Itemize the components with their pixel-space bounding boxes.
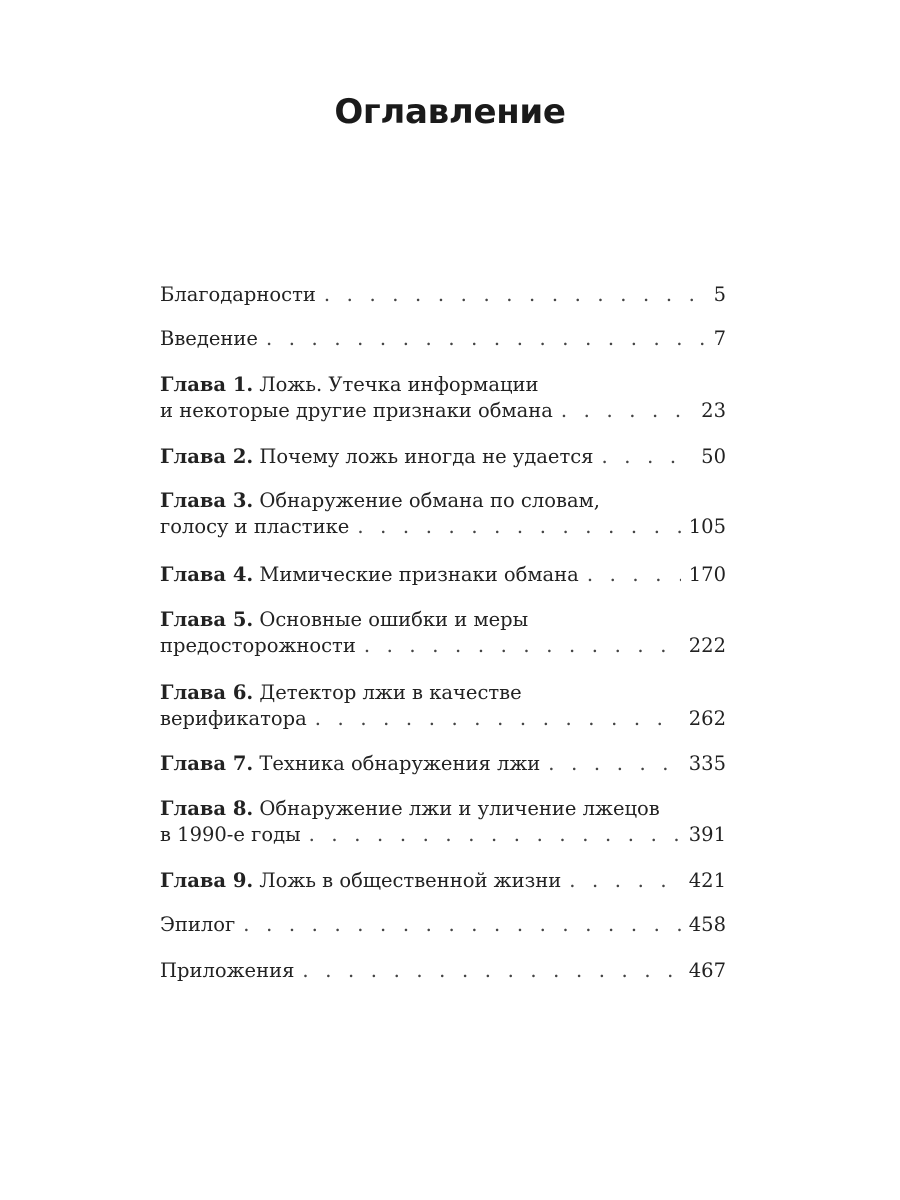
dot-leader bbox=[601, 444, 693, 470]
toc-entry-label bbox=[160, 398, 553, 424]
toc-entry-label bbox=[160, 373, 538, 396]
toc-entry-label bbox=[160, 282, 316, 308]
toc-entry-last-line bbox=[160, 751, 726, 777]
toc-entry-label bbox=[160, 681, 522, 704]
toc-entry-last-line bbox=[160, 868, 726, 894]
toc-entry bbox=[160, 958, 726, 984]
toc-entry-label bbox=[160, 633, 356, 659]
toc-entry-text: Введение bbox=[160, 327, 258, 350]
toc-entry-text: Ложь в общественной жизни bbox=[259, 869, 562, 892]
dot-leader bbox=[309, 822, 681, 848]
page-number: 458 bbox=[688, 913, 726, 936]
chapter-number: Глава 5. bbox=[160, 608, 254, 631]
toc-entry-last-line bbox=[160, 398, 726, 424]
toc-entry-text: и некоторые другие признаки обмана bbox=[160, 399, 553, 422]
chapter-number: Глава 2. bbox=[160, 445, 254, 468]
dot-leader bbox=[324, 282, 706, 308]
toc-entry-line bbox=[160, 680, 726, 706]
page-number: 262 bbox=[688, 707, 726, 730]
toc-entry bbox=[160, 751, 726, 777]
toc-entry bbox=[160, 607, 726, 659]
toc-entry-last-line bbox=[160, 326, 726, 352]
page-number: 5 bbox=[713, 283, 726, 306]
chapter-number: Глава 6. bbox=[160, 681, 254, 704]
toc-entry-label bbox=[160, 706, 307, 732]
dot-leader bbox=[587, 562, 681, 588]
toc-entry-last-line bbox=[160, 958, 726, 984]
toc-entry-label bbox=[160, 326, 258, 352]
toc-entry-label bbox=[160, 751, 540, 777]
page-number: 23 bbox=[701, 399, 726, 422]
dot-leader bbox=[548, 751, 680, 777]
page-number: 335 bbox=[688, 752, 726, 775]
toc-entry-label bbox=[160, 912, 235, 938]
page-number: 421 bbox=[688, 869, 726, 892]
toc-entry-last-line bbox=[160, 706, 726, 732]
toc-entry bbox=[160, 912, 726, 938]
chapter-number: Глава 9. bbox=[160, 869, 254, 892]
dot-leader bbox=[357, 514, 680, 540]
dot-leader bbox=[561, 398, 693, 424]
page-title: Оглавление bbox=[334, 92, 566, 132]
toc-entry bbox=[160, 796, 726, 848]
toc-entry-text: предосторожности bbox=[160, 634, 356, 657]
toc-entry-last-line bbox=[160, 514, 726, 540]
page-number: 105 bbox=[688, 515, 726, 538]
toc-entry-last-line bbox=[160, 282, 726, 308]
toc-entry-text: Эпилог bbox=[160, 913, 236, 936]
toc-entry bbox=[160, 562, 726, 588]
toc-entry-label bbox=[160, 868, 561, 894]
toc-entry bbox=[160, 680, 726, 732]
page-number: 391 bbox=[688, 823, 726, 846]
toc-entry-label bbox=[160, 822, 301, 848]
toc-entry-text: Приложения bbox=[160, 959, 295, 982]
toc-entry-label bbox=[160, 489, 600, 512]
toc-entry-text: голосу и пластике bbox=[160, 515, 350, 538]
toc-entry-line bbox=[160, 372, 726, 398]
toc-entry-text: верификатора bbox=[160, 707, 307, 730]
toc-entry-last-line bbox=[160, 562, 726, 588]
chapter-number: Глава 3. bbox=[160, 489, 254, 512]
dot-leader bbox=[364, 633, 681, 659]
toc-entry bbox=[160, 868, 726, 894]
page-number: 467 bbox=[688, 959, 726, 982]
chapter-number: Глава 8. bbox=[160, 797, 254, 820]
toc-entry-label bbox=[160, 797, 660, 820]
dot-leader bbox=[266, 326, 706, 352]
toc-entry bbox=[160, 444, 726, 470]
toc-entry-text: Техника обнаружения лжи bbox=[259, 752, 541, 775]
chapter-number: Глава 7. bbox=[160, 752, 254, 775]
toc-entry bbox=[160, 326, 726, 352]
toc-entry-label bbox=[160, 444, 593, 470]
dot-leader bbox=[243, 912, 681, 938]
toc-entry-text: Благодарности bbox=[160, 283, 316, 306]
chapter-number: Глава 4. bbox=[160, 563, 254, 586]
toc-entry-line bbox=[160, 796, 726, 822]
toc-entry-text: Мимические признаки обмана bbox=[259, 563, 579, 586]
toc-entry-label bbox=[160, 608, 528, 631]
toc-entry-line bbox=[160, 488, 726, 514]
dot-leader bbox=[569, 868, 681, 894]
page-number: 7 bbox=[713, 327, 726, 350]
page-number: 222 bbox=[688, 634, 726, 657]
toc-entry-text: Основные ошибки и меры bbox=[259, 608, 529, 631]
page-number: 170 bbox=[688, 563, 726, 586]
toc-entry bbox=[160, 372, 726, 424]
toc-entry-last-line bbox=[160, 444, 726, 470]
toc-entry-text: Почему ложь иногда не удается bbox=[259, 445, 594, 468]
toc-entry bbox=[160, 282, 726, 308]
dot-leader bbox=[302, 958, 680, 984]
toc-entry-line bbox=[160, 607, 726, 633]
toc-entry-text: Обнаружение обмана по словам, bbox=[259, 489, 600, 512]
toc-entry-text: Обнаружение лжи и уличение лжецов bbox=[259, 797, 660, 820]
page-number: 50 bbox=[701, 445, 726, 468]
toc-entry-last-line bbox=[160, 912, 726, 938]
chapter-number: Глава 1. bbox=[160, 373, 254, 396]
toc-entry-last-line bbox=[160, 822, 726, 848]
toc-entry-label bbox=[160, 514, 349, 540]
toc-entry-text: в 1990-е годы bbox=[160, 823, 301, 846]
toc-entry-text: Детектор лжи в качестве bbox=[259, 681, 522, 704]
toc-entry-last-line bbox=[160, 633, 726, 659]
dot-leader bbox=[315, 706, 681, 732]
toc-entry-label bbox=[160, 958, 294, 984]
toc-entry bbox=[160, 488, 726, 540]
toc-entry-label bbox=[160, 562, 579, 588]
toc-entry-text: Ложь. Утечка информации bbox=[259, 373, 539, 396]
